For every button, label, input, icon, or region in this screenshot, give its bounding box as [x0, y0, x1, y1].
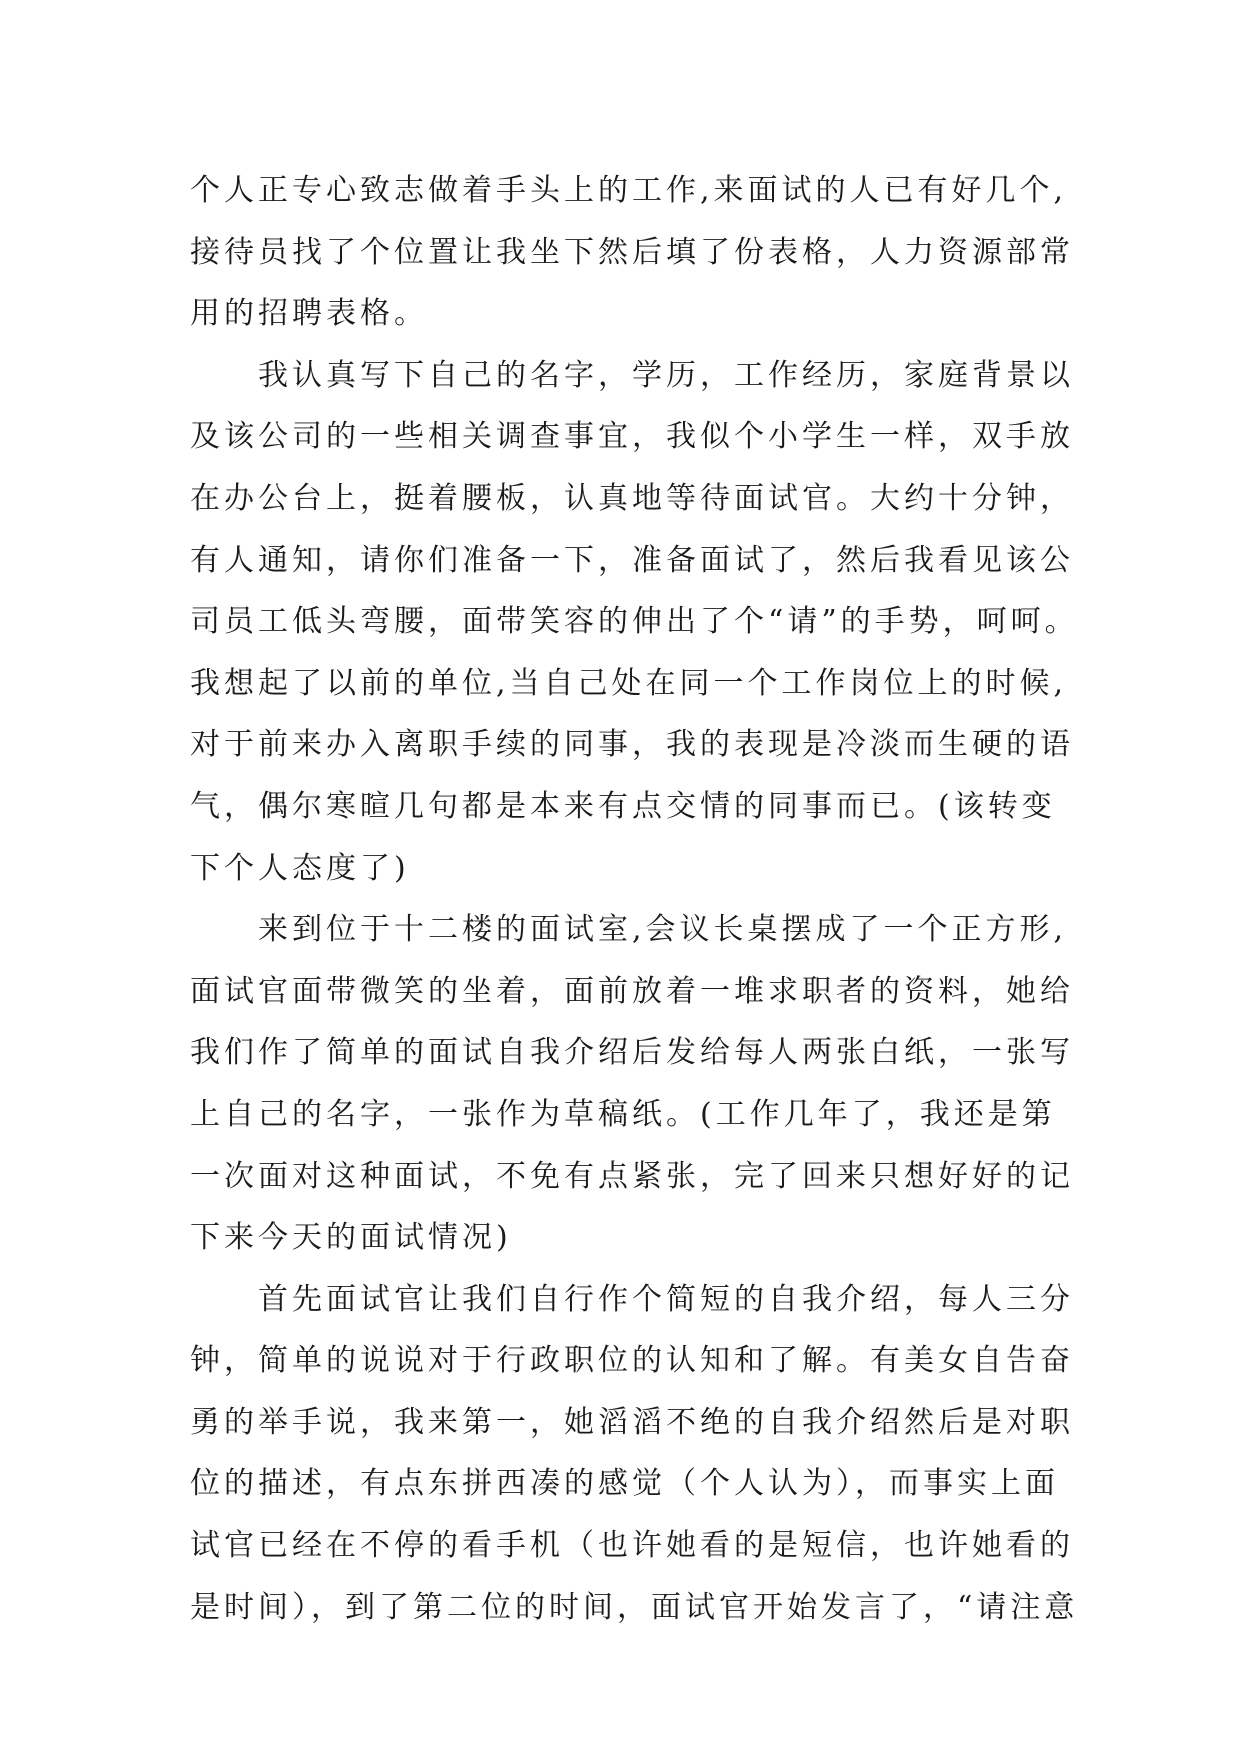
text-line: 是时间），到了第二位的时间，面试官开始发言了，“请注意	[190, 1589, 1079, 1625]
paragraph-start-line: 首先面试官让我们自行作个简短的自我介绍，每人三分	[258, 1281, 1074, 1317]
paragraph-start-line: 来到位于十二楼的面试室,会议长桌摆成了一个正方形,	[258, 912, 1068, 948]
text-line: 气，偶尔寒暄几句都是本来有点交情的同事而已。(该转变	[190, 788, 1056, 824]
text-line: 对于前来办入离职手续的同事，我的表现是冷淡而生硬的语	[190, 727, 1074, 763]
text-line: 我们作了简单的面试自我介绍后发给每人两张白纸，一张写	[190, 1035, 1074, 1071]
text-line: 面试官面带微笑的坐着，面前放着一堆求职者的资料，她给	[190, 973, 1074, 1009]
text-line: 一次面对这种面试，不免有点紧张，完了回来只想好好的记	[190, 1158, 1074, 1194]
text-line: 有人通知，请你们准备一下，准备面试了，然后我看见该公	[190, 542, 1074, 578]
text-line: 上自己的名字，一张作为草稿纸。(工作几年了，我还是第	[190, 1096, 1056, 1132]
text-line: 下个人态度了)	[190, 850, 410, 886]
text-line: 试官已经在不停的看手机（也许她看的是短信，也许她看的	[190, 1528, 1074, 1564]
text-line: 位的描述，有点东拼西凑的感觉（个人认为），而事实上面	[190, 1466, 1059, 1502]
text-line: 我想起了以前的单位,当自己处在同一个工作岗位上的时候,	[190, 665, 1068, 701]
text-line: 下来今天的面试情况)	[190, 1220, 512, 1256]
text-line: 勇的举手说，我来第一，她滔滔不绝的自我介绍然后是对职	[190, 1404, 1074, 1440]
paragraph-start-line: 我认真写下自己的名字，学历，工作经历，家庭背景以	[258, 357, 1074, 393]
text-line: 在办公台上，挺着腰板，认真地等待面试官。大约十分钟，	[190, 480, 1074, 516]
text-line: 司员工低头弯腰，面带笑容的伸出了个“请”的手势，呵呵。	[190, 604, 1079, 640]
text-line: 钟，简单的说说对于行政职位的认知和了解。有美女自告奋	[190, 1343, 1074, 1379]
text-line: 用的招聘表格。	[190, 296, 428, 332]
document-body	[190, 160, 1079, 1638]
text-line: 及该公司的一些相关调查事宜，我似个小学生一样，双手放	[190, 419, 1074, 455]
text-line: 个人正专心致志做着手头上的工作,来面试的人已有好几个,	[190, 173, 1068, 208]
text-line: 接待员找了个位置让我坐下然后填了份表格，人力资源部常	[190, 234, 1074, 270]
